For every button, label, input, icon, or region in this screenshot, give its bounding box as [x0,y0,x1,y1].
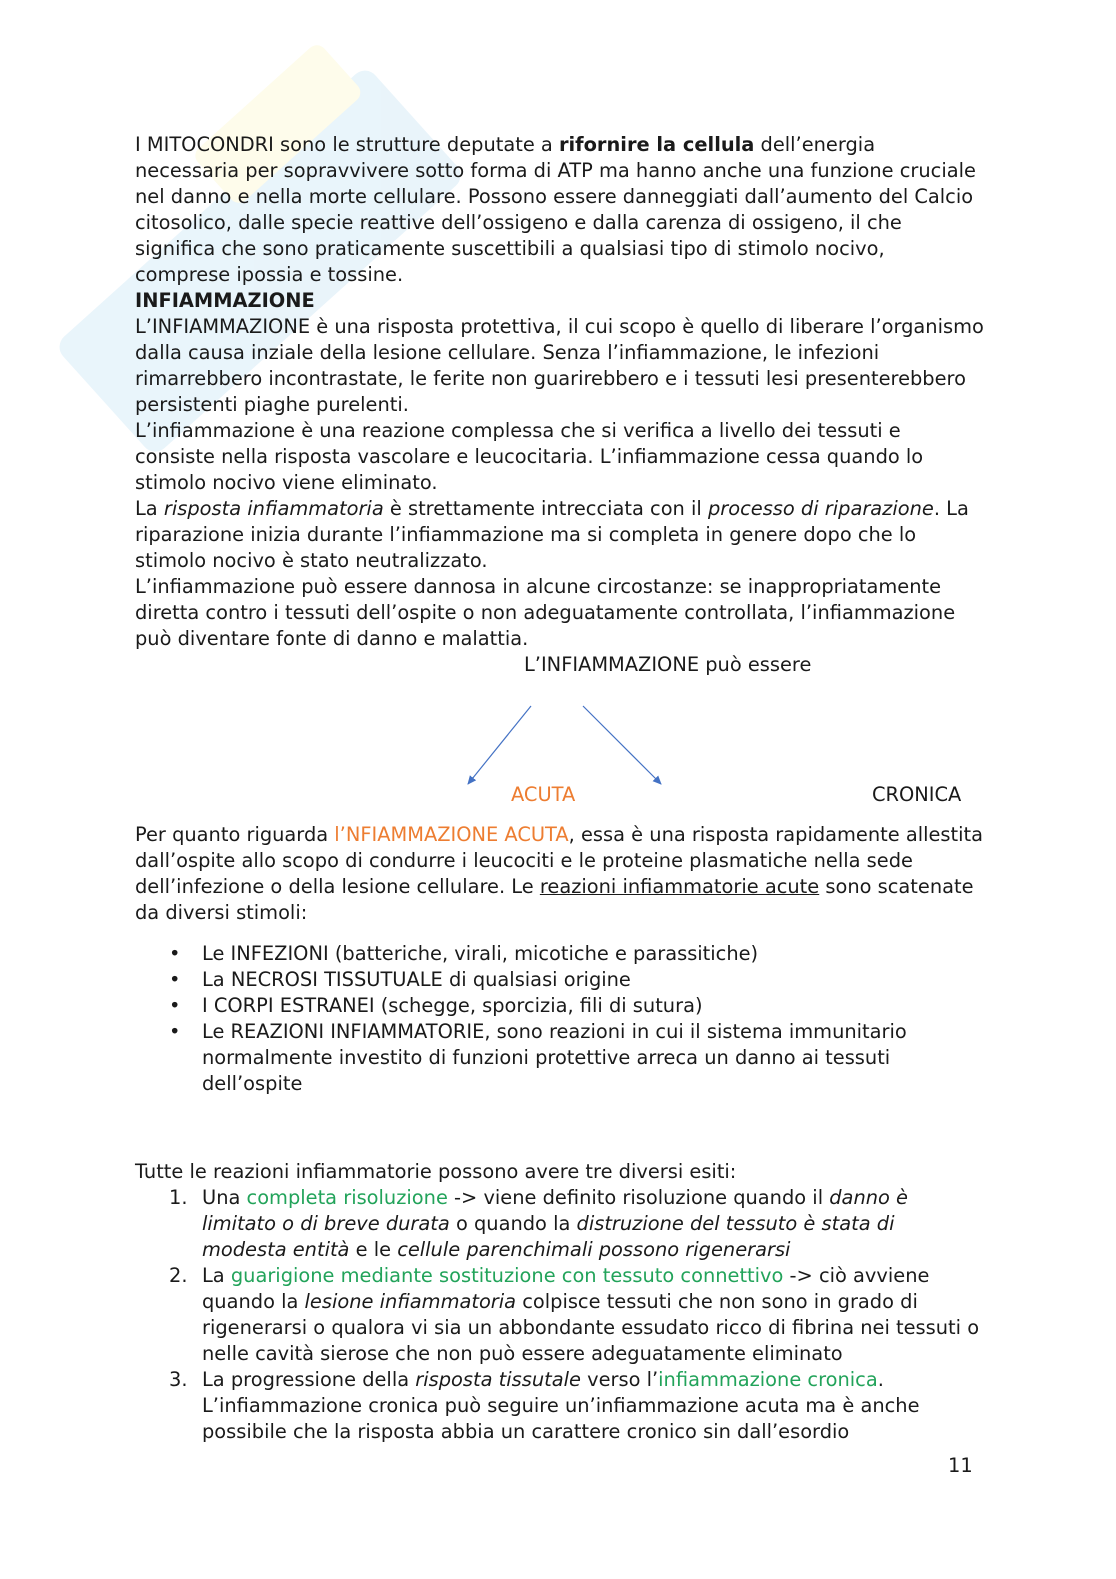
branch-cronica-label: CRONICA [872,783,962,806]
list-item: • Le INFEZIONI (batteriche, virali, micotiche e parassitiche) [202,941,985,967]
outcome-item: 2. La guarigione mediante sostituzione con tessuto connettivo -> ciò avviene quando la lesione infiammatoria colpisce tessuti che non sono in grado di rigenerarsi o qualora vi sia un abbondante essudato ricco di fibrina nei tessuti o nelle cavità sierose che non può essere adeguatamente eliminato [169,1264,980,1365]
classification-diagram [135,678,985,816]
bold-phrase: rifornire la cellula [558,133,755,156]
list-item: • Le REAZIONI INFIAMMATORIE, sono reazioni in cui il sistema immunitario normalmente investito di funzioni protettive arreca un danno ai tessuti dell’ospite [202,1019,985,1097]
stimuli-list [135,941,985,1097]
intro-paragraph: L’INFIAMMAZIONE è una risposta protettiva, il cui scopo è quello di liberare l’organismo dalla causa inziale della lesione cellulare. Senza l’infiammazione, le infezioni rimarrebbero incontrastate, le ferite non guarirebbero e i tessuti lesi presenterebbero persistenti piaghe purelenti. [135,315,984,416]
branch-acuta-label: ACUTA [511,783,576,806]
acute-term: l’NFIAMMAZIONE ACUTA [334,823,569,846]
mitocondri-paragraph: I MITOCONDRI sono le strutture deputate a rifornire la cellula dell’energia necessaria per sopravvivere sotto forma di ATP ma hanno anche una funzione cruciale nel danno e nella morte cellulare. Possono essere danneggiati dall’aumento del Calcio citosolico, dalle specie reattive dell’ossigeno e dalla carenza di ossigeno, il che significa che sono praticamente suscettibili a qualsiasi tipo di stimolo nocivo, comprese ipossia e tossine. [135,133,976,286]
outcome-item: 3. La progressione della risposta tissutale verso l’infiammazione cronica. L’infiammazione cronica può seguire un’infiammazione acuta ma è anche possibile che la risposta abbia un carattere cronico sin dall’esordio [169,1368,920,1443]
acute-paragraph: Per quanto riguarda l’NFIAMMAZIONE ACUTA, essa è una risposta rapidamente allestita dall’ospite allo scopo di condurre i leucociti e le proteine plasmatiche nella sede dell’infezione o della lesione cellulare. Le reazioni infiammatorie acute sono scatenate da diversi stimoli: [135,823,983,924]
page-number: 11 [948,1454,973,1477]
harmful-paragraph: L’infiammazione può essere dannosa in alcune circostanze: se inappropriatamente diretta contro i tessuti dell’ospite o non adeguatamente controllata, l’infiammazione può diventare fonte di danno e malattia. [135,575,956,650]
list-item: • La NECROSI TISSUTUALE di qualsiasi origine [202,967,985,993]
section-heading: INFIAMMAZIONE [135,289,315,312]
outcome-item: 1. Una completa risoluzione -> viene definito risoluzione quando il danno è limitato o di breve durata o quando la distruzione del tessuto è stata di modesta entità e le cellule parenchimali possono rigenerarsi [169,1186,908,1261]
outcomes-list [135,1185,985,1445]
document-page [135,132,985,1445]
diagram-title: L’INFIAMMAZIONE può essere [524,653,812,676]
arrow-to-cronica [583,706,661,784]
complex-reaction-paragraph: L’infiammazione è una reazione complessa che si verifica a livello dei tessuti e consiste nella risposta vascolare e leucocitaria. L’infiammazione cessa quando lo stimolo nocivo viene eliminato. [135,419,924,494]
repair-paragraph: La risposta infiammatoria è strettamente intrecciata con il processo di riparazione. La riparazione inizia durante l’infiammazione ma si completa in genere dopo che lo stimolo nocivo è stato neutralizzato. [135,497,969,572]
list-item: • I CORPI ESTRANEI (schegge, sporcizia, fili di sutura) [202,993,985,1019]
outcomes-intro: Tutte le reazioni infiammatorie possono avere tre diversi esiti: [135,1160,737,1183]
underlined-term: reazioni infiammatorie acute [539,875,820,898]
arrow-to-acuta [468,706,531,784]
